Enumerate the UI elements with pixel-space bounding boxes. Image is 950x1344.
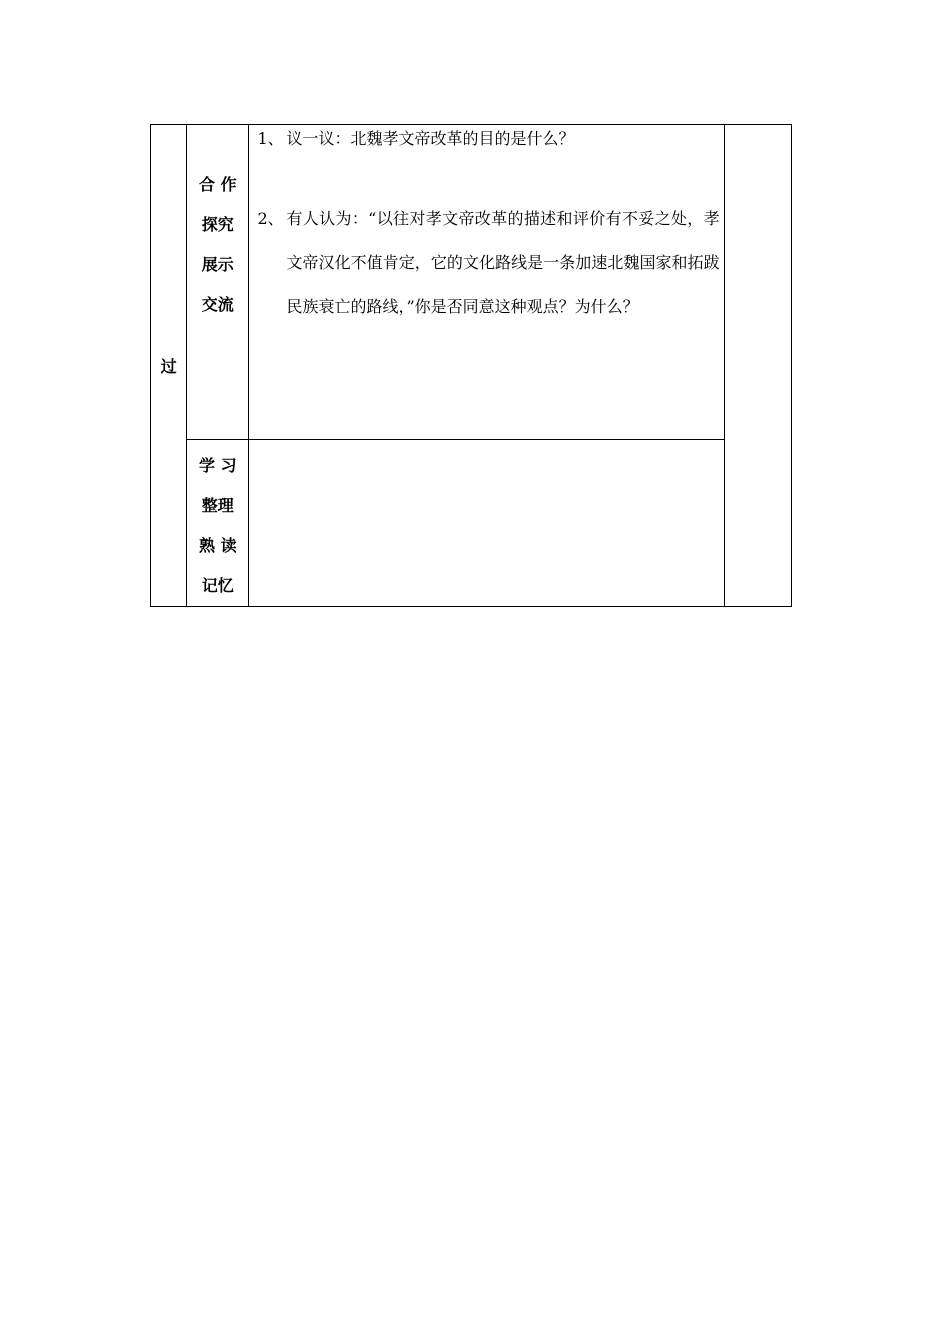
- explore-content-cell: [249, 125, 724, 440]
- table-row-explore: [151, 125, 792, 440]
- question-number-2: 2、: [257, 209, 284, 228]
- review-label-line-1: 学 习: [199, 456, 237, 475]
- review-label-cell: [187, 440, 249, 607]
- question-number-1: 1、: [257, 129, 284, 148]
- review-content-cell: [249, 440, 724, 607]
- explore-label-cell: [187, 125, 249, 440]
- review-label-line-2: 整理: [201, 496, 234, 515]
- review-label-line-4: 记忆: [201, 576, 234, 595]
- stage-label: 过: [160, 357, 177, 376]
- question-item-1: [249, 125, 723, 153]
- explore-label-line-3: 展示: [201, 255, 234, 274]
- review-label-line-3: 熟 读: [199, 536, 237, 555]
- explore-label-line-4: 交流: [201, 295, 234, 314]
- table-row-review: [151, 440, 792, 607]
- explore-label-line-2: 探究: [201, 215, 234, 234]
- question-text-1: 议一议：北魏孝文帝改革的目的是什么？: [286, 129, 575, 148]
- question-list: [249, 125, 723, 329]
- explore-label-line-1: 合 作: [199, 175, 237, 194]
- lesson-table: [150, 124, 792, 607]
- question-item-2: [249, 197, 723, 329]
- stage-label-cell: [151, 125, 187, 607]
- notes-cell: [724, 125, 791, 607]
- question-text-2: 有人认为：“以往对孝文帝改革的描述和评价有不妥之处，孝文帝汉化不值肯定，它的文化路线是一条加速北魏国家和拓跋民族衰亡的路线，”你是否同意这种观点？为什么？: [286, 209, 720, 316]
